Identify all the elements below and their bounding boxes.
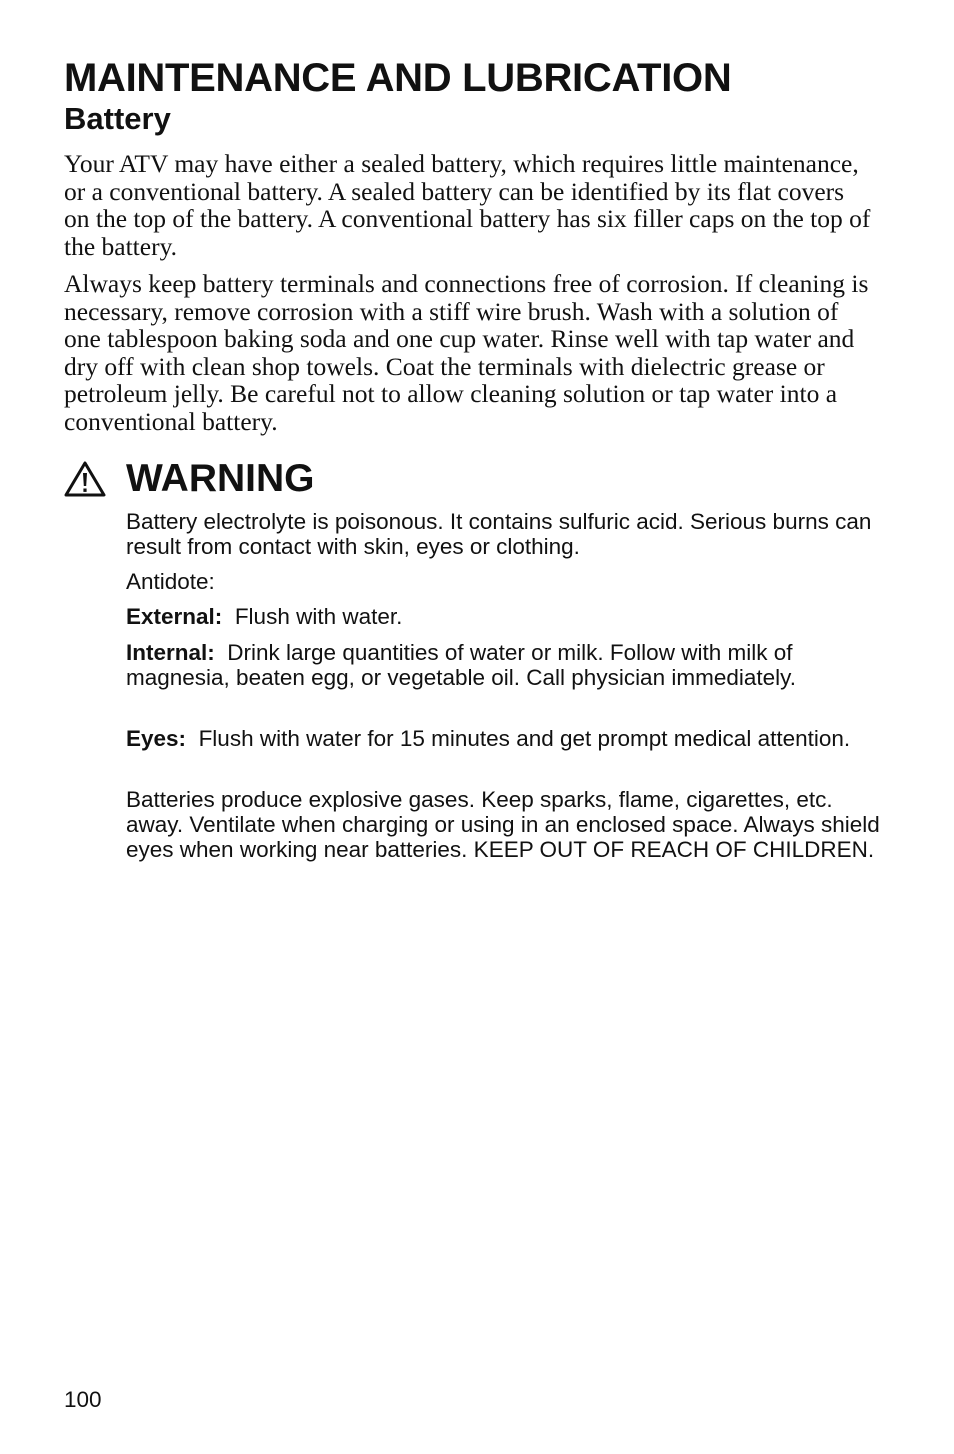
section-title: MAINTENANCE AND LUBRICATION (64, 56, 732, 100)
warning-text-electrolyte: Battery electrolyte is poisonous. It contains sulfuric acid. Serious burns can result from contact with skin, eyes or clothing. (126, 509, 872, 559)
warning-heading (64, 454, 315, 504)
antidote-eyes (126, 726, 886, 751)
eyes-label: Eyes: (126, 726, 187, 751)
antidote-external (126, 604, 886, 629)
warning-triangle-icon (64, 461, 106, 497)
external-label: External: (126, 604, 223, 629)
intro-paragraph-1: Your ATV may have either a sealed battery, which requires little maintenance, or a conventional battery. A sealed battery can be identified by its flat covers on the top of the battery. A conventional battery has six filler caps on the top of the battery. (64, 149, 871, 261)
antidote-label: Antidote: (126, 569, 215, 594)
warning-title: WARNING (126, 457, 315, 500)
intro-paragraph-2: Always keep battery terminals and connections free of corrosion. If cleaning is necessary, remove corrosion with a stiff wire brush. Wash with a solution of one tablespoon baking soda and one cup water. Rinse well with tap water and dry off with clean shop towels. Coat the terminals with dielectric grease or petroleum jelly. Be careful not to allow cleaning solution or tap water into a conventional battery. (64, 269, 869, 436)
eyes-text: Flush with water for 15 minutes and get prompt medical attention. (198, 726, 851, 751)
sub-title: Battery (64, 101, 171, 136)
internal-text: Drink large quantities of water or milk. Follow with milk of magnesia, beaten egg, or vegetable oil. Call physician immediately. (126, 640, 796, 690)
warning-text-gases: Batteries produce explosive gases. Keep sparks, flame, cigarettes, etc. away. Ventilate when charging or using in an enclosed space. Always shield eyes when working near batteries. KEEP OUT OF REACH OF CHILDREN. (126, 787, 880, 862)
internal-label: Internal: (126, 640, 215, 665)
antidote-internal (126, 640, 886, 690)
page-number: 100 (64, 1387, 102, 1412)
external-text: Flush with water. (234, 604, 403, 629)
